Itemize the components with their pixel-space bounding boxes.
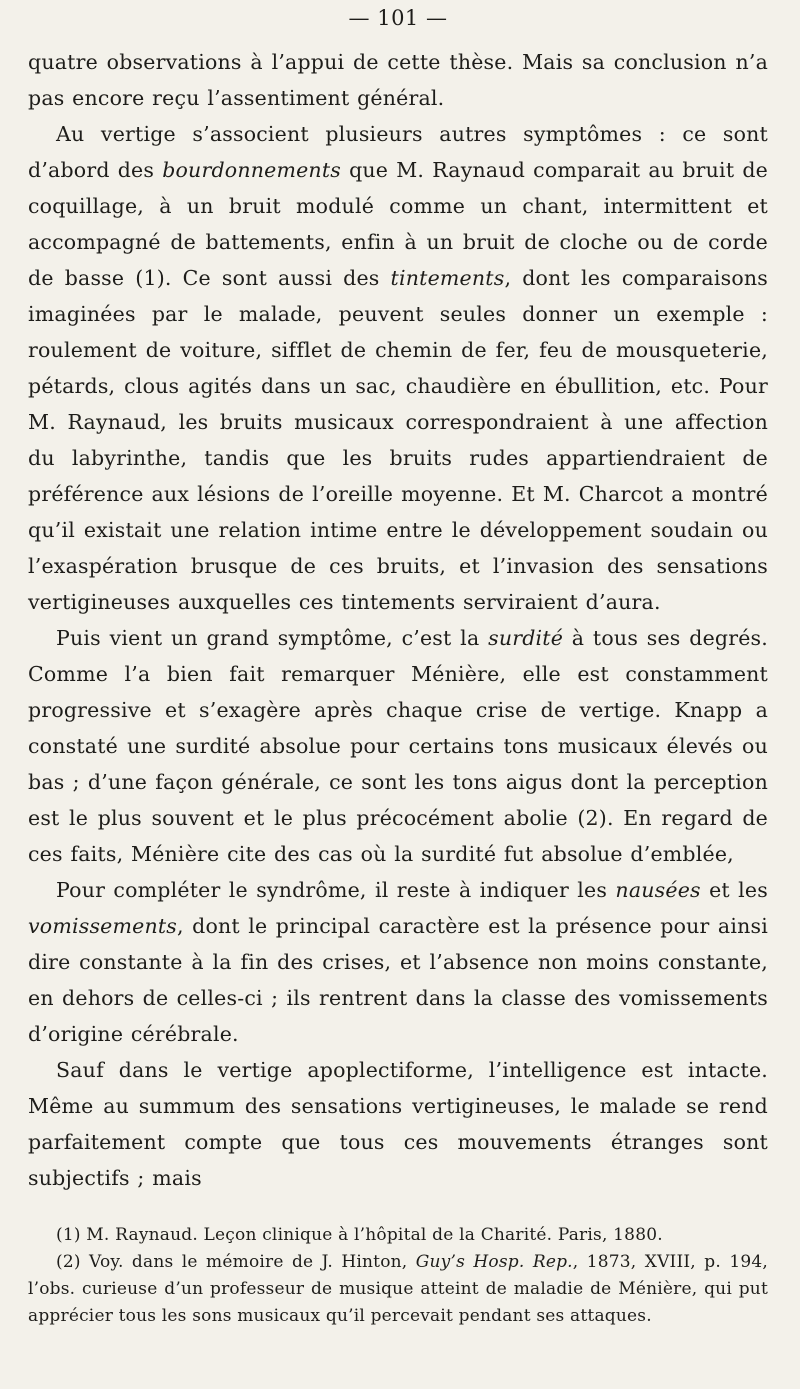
italic-text: bourdonnements (162, 158, 341, 182)
footnote (28, 1222, 768, 1249)
text-run: quatre observations à l’appui de cette thèse. Mais sa conclusion n’a pas encore reçu l’assentiment général. (28, 50, 768, 110)
text-run: et les (700, 878, 768, 902)
footnote (28, 1249, 768, 1330)
text-run: que M. Raynaud comparait au bruit de coquillage, à un bruit modulé comme un chant, intermittent et accompagné de battements, enfin à un bruit de cloche ou de corde de basse (1). Ce sont aussi des (28, 158, 768, 290)
footnotes (28, 1222, 768, 1330)
text-run: à tous ses degrés. Comme l’a bien fait remarquer Ménière, elle est constamment progressive et s’exagère après chaque crise de vertige. Knapp a constaté une surdité absolue pour certains tons musicaux élevés ou bas ; d’une façon générale, ce sont les tons aigus dont la perception est le plus souvent et le plus précocément abolie (2). En regard de ces faits, Ménière cite des cas où la surdité fut absolue d’emblée, (28, 626, 768, 866)
italic-text: nausées (615, 878, 701, 902)
italic-text: tintements (390, 266, 505, 290)
paragraph (28, 116, 768, 620)
italic-text: Guy’s Hosp. Rep. (415, 1252, 573, 1272)
paragraph (28, 620, 768, 872)
paragraph (28, 44, 768, 116)
paragraph (28, 872, 768, 1052)
text-run: , dont le principal caractère est la présence pour ainsi dire constante à la fin des crises, et l’absence non moins constante, en dehors de celles-ci ; ils rentrent dans la classe des vomissements d’origine cérébrale. (28, 914, 768, 1046)
italic-text: surdité (488, 626, 564, 650)
page-number: — 101 — (348, 6, 448, 30)
text-run: Sauf dans le vertige apoplectiforme, l’intelligence est intacte. Même au summum des sensations vertigineuses, le malade se rend parfaitement compte que tous ces mouvements étranges sont subjectifs ; mais (28, 1058, 768, 1190)
text-run: (2) Voy. dans le mémoire de J. Hinton, (56, 1252, 416, 1272)
text-run: , dont les comparaisons imaginées par le malade, peuvent seules donner un exemple : roulement de voiture, sifflet de chemin de fer, feu de mousqueterie, pétards, clous agités dans un sac, chaudière en ébullition, etc. Pour M. Raynaud, les bruits musicaux correspondraient à une affection du labyrinthe, tandis que les bruits rudes appartiendraient de préférence aux lésions de l’oreille moyenne. Et M. Charcot a montré qu’il existait une relation intime entre le développement soudain ou l’exaspération brusque de ces bruits, et l’invasion des sensations vertigineuses auxquelles ces tintements serviraient d’aura. (28, 266, 768, 614)
body-text (28, 44, 768, 1196)
text-run: Puis vient un grand symptôme, c’est la (56, 626, 489, 650)
text-run: Au vertige s’associent plusieurs autres symptômes : ce sont d’abord des (28, 122, 768, 182)
text-run: (1) M. Raynaud. Leçon clinique à l’hôpital de la Charité. Paris, 1880. (56, 1225, 663, 1245)
paragraph (28, 1052, 768, 1196)
text-run: Pour compléter le syndrôme, il reste à indiquer les (56, 878, 616, 902)
italic-text: vomissements (28, 914, 178, 938)
text-run: , 1873, XVIII, p. 194, l’obs. curieuse d’un professeur de musique atteint de maladie de Ménière, qui put apprécier tous les sons musicaux qu’il percevait pendant ses attaques. (28, 1252, 768, 1326)
